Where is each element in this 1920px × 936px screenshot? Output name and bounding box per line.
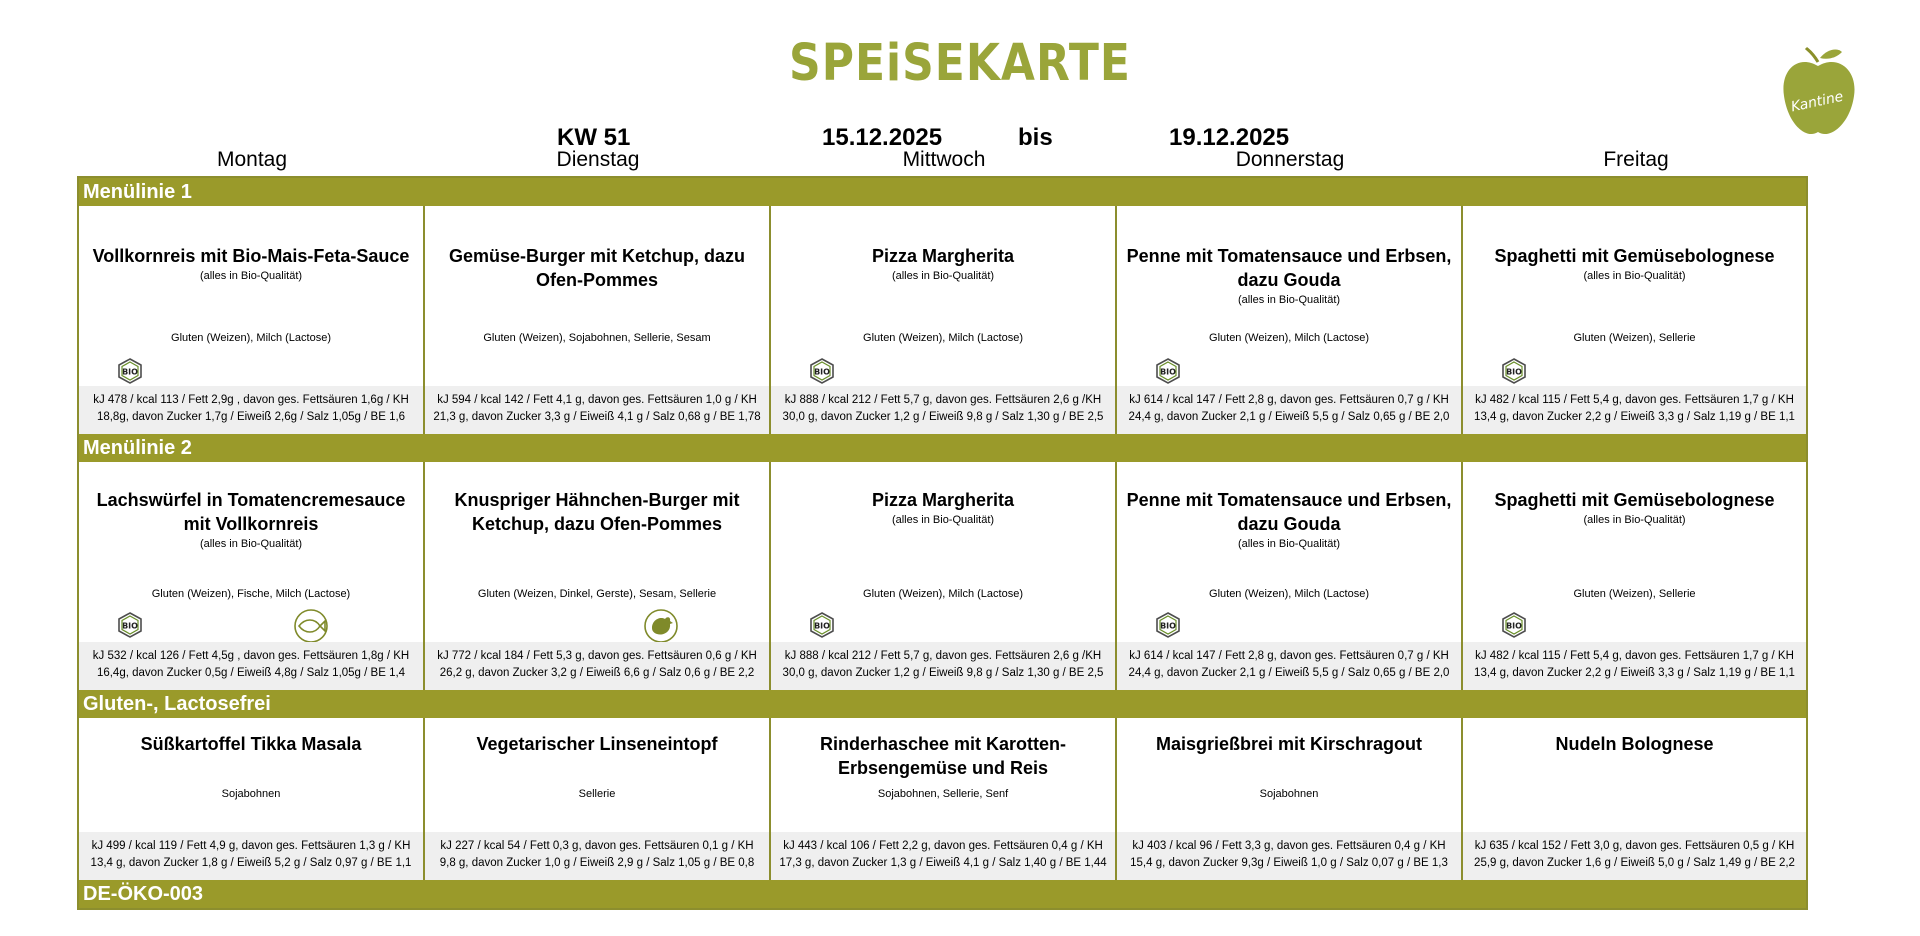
svg-text:BIO: BIO xyxy=(1160,621,1176,631)
nutrition-line: 26,2 g, davon Zucker 3,2 g / Eiweiß 6,6 g / Salz 0,6 g / BE 2,2 xyxy=(439,667,755,679)
day-header-donnerstag: Donnerstag xyxy=(1235,148,1345,171)
dish-name xyxy=(1469,244,1800,284)
nutrition-line: 16,4g, davon Zucker 0,5g / Eiweiß 4,8g / Salz 1,05g / BE 1,4 xyxy=(96,667,406,679)
nutrition-line: kJ 635 / kcal 152 / Fett 3,0 g, davon ges. Fettsäuren 0,5 g / KH xyxy=(1474,840,1795,852)
allergen-info: Gluten (Weizen), Milch (Lactose) xyxy=(1209,588,1369,600)
menu-cell xyxy=(1463,462,1806,690)
day-header-dienstag: Dienstag xyxy=(556,148,640,171)
dish-title: Maisgrießbrei mit Kirschragout xyxy=(1155,734,1423,754)
nutrition-line: kJ 443 / kcal 106 / Fett 2,2 g, davon ges. Fettsäuren 0,4 g / KH xyxy=(783,840,1103,852)
menu-cell xyxy=(79,462,425,690)
allergen-info: Sojabohnen xyxy=(1259,788,1319,800)
nutrition-line: 24,4 g, davon Zucker 2,1 g / Eiweiß 5,5 g / Salz 0,65 g / BE 2,0 xyxy=(1128,667,1450,679)
quality-note: (alles in Bio-Qualität) xyxy=(199,270,303,282)
section-label: Menülinie 1 xyxy=(79,178,1806,206)
dish-title: Knuspriger Hähnchen-Burger mit Ketchup, dazu Ofen-Pommes xyxy=(454,490,740,534)
bio-seal-icon xyxy=(1155,612,1181,643)
allergen-info: Sojabohnen xyxy=(221,788,281,800)
section-label: Gluten-, Lactosefrei xyxy=(79,690,1806,718)
dish-title: Süßkartoffel Tikka Masala xyxy=(140,734,362,754)
allergen-info: Gluten (Weizen), Sojabohnen, Sellerie, Sesam xyxy=(483,332,711,344)
day-header-montag: Montag xyxy=(216,148,288,171)
nutrition-line: kJ 888 / kcal 212 / Fett 5,7 g, davon ges. Fettsäuren 2,6 g /KH xyxy=(784,394,1102,406)
nutrition-line: 21,3 g, davon Zucker 3,3 g / Eiweiß 4,1 g / Salz 0,68 g / BE 1,78 xyxy=(433,411,761,423)
bio-seal-icon xyxy=(809,612,835,643)
menu-cell xyxy=(771,462,1117,690)
nutrition-info xyxy=(79,832,423,880)
svg-text:BIO: BIO xyxy=(122,621,138,631)
nutrition-line: kJ 227 / kcal 54 / Fett 0,3 g, davon ges. Fettsäuren 0,1 g / KH xyxy=(440,840,754,852)
nutrition-line: 13,4 g, davon Zucker 1,8 g / Eiweiß 5,2 g / Salz 0,97 g / BE 1,1 xyxy=(90,857,412,869)
menu-cell xyxy=(425,718,771,880)
menu-cell xyxy=(1117,206,1463,434)
menu-cell xyxy=(1117,462,1463,690)
allergen-info: Gluten (Weizen), Sellerie xyxy=(1573,332,1696,344)
dish-name xyxy=(431,732,763,756)
allergen-info: Gluten (Weizen, Dinkel, Gerste), Sesam, Sellerie xyxy=(477,588,717,600)
nutrition-line: kJ 403 / kcal 96 / Fett 3,3 g, davon ges. Fettsäuren 0,4 g / KH xyxy=(1132,840,1446,852)
nutrition-line: 30,0 g, davon Zucker 1,2 g / Eiweiß 9,8 g / Salz 1,30 g / BE 2,5 xyxy=(782,667,1104,679)
allergen-info: Gluten (Weizen), Milch (Lactose) xyxy=(863,332,1023,344)
dish-name xyxy=(1469,488,1800,528)
bio-seal-icon xyxy=(809,358,835,389)
svg-text:BIO: BIO xyxy=(1506,367,1522,377)
quality-note: (alles in Bio-Qualität) xyxy=(1237,538,1341,550)
nutrition-line: kJ 888 / kcal 212 / Fett 5,7 g, davon ges. Fettsäuren 2,6 g /KH xyxy=(784,650,1102,662)
nutrition-line: 17,3 g, davon Zucker 1,3 g / Eiweiß 4,1 g / Salz 1,40 g / BE 1,44 xyxy=(779,857,1107,869)
nutrition-info xyxy=(79,386,423,434)
quality-note: (alles in Bio-Qualität) xyxy=(891,270,995,282)
dish-name xyxy=(1123,732,1455,756)
apple-logo-icon xyxy=(1778,44,1858,144)
bio-seal-icon xyxy=(117,612,143,643)
quality-note: (alles in Bio-Qualität) xyxy=(1583,514,1686,526)
quality-note: (alles in Bio-Qualität) xyxy=(1237,294,1341,306)
svg-text:BIO: BIO xyxy=(122,367,138,377)
nutrition-info xyxy=(1117,642,1461,690)
nutrition-line: kJ 482 / kcal 115 / Fett 5,4 g, davon ges. Fettsäuren 1,7 g / KH xyxy=(1475,394,1794,406)
dish-title: Pizza Margherita xyxy=(871,246,1015,266)
week-number: KW 51 xyxy=(557,124,631,151)
nutrition-line: kJ 482 / kcal 115 / Fett 5,4 g, davon ges. Fettsäuren 1,7 g / KH xyxy=(1475,650,1794,662)
dish-name xyxy=(85,488,417,552)
menu-cell xyxy=(771,206,1117,434)
nutrition-info xyxy=(771,386,1115,434)
menu-cell xyxy=(1463,206,1806,434)
nutrition-line: kJ 594 / kcal 142 / Fett 4,1 g, davon ges. Fettsäuren 1,0 g / KH xyxy=(437,394,757,406)
bio-seal-icon xyxy=(1501,612,1527,643)
menu-cell xyxy=(425,462,771,690)
bio-seal-icon xyxy=(1501,358,1527,389)
nutrition-info xyxy=(425,642,769,690)
dish-title: Rinderhaschee mit Karotten-Erbsengemüse und Reis xyxy=(819,734,1067,778)
nutrition-info xyxy=(425,832,769,880)
date-to: 19.12.2025 xyxy=(1169,124,1290,151)
nutrition-line: kJ 478 / kcal 113 / Fett 2,9g , davon ges. Fettsäuren 1,6g / KH xyxy=(93,394,409,406)
allergen-info: Sellerie xyxy=(578,788,616,800)
nutrition-info xyxy=(1117,386,1461,434)
svg-text:BIO: BIO xyxy=(1160,367,1176,377)
nutrition-info xyxy=(1117,832,1461,880)
nutrition-info xyxy=(79,642,423,690)
nutrition-line: kJ 614 / kcal 147 / Fett 2,8 g, davon ges. Fettsäuren 0,7 g / KH xyxy=(1129,650,1449,662)
nutrition-line: kJ 532 / kcal 126 / Fett 4,5g , davon ges. Fettsäuren 1,8g / KH xyxy=(92,650,410,662)
logo-text: Kantine xyxy=(1789,88,1845,116)
dish-name xyxy=(777,244,1109,284)
dish-title: Spaghetti mit Gemüsebolognese xyxy=(1494,490,1775,510)
certification-code: DE-ÖKO-003 xyxy=(79,880,1806,908)
dish-name xyxy=(85,732,417,756)
menu-cell xyxy=(79,206,425,434)
nutrition-line: kJ 772 / kcal 184 / Fett 5,3 g, davon ges. Fettsäuren 0,6 g / KH xyxy=(437,650,757,662)
nutrition-info xyxy=(1463,832,1806,880)
dish-title: Pizza Margherita xyxy=(871,490,1015,510)
dish-name xyxy=(777,732,1109,780)
dish-title: Penne mit Tomatensauce und Erbsen, dazu Gouda xyxy=(1126,246,1452,290)
allergen-info: Gluten (Weizen), Fische, Milch (Lactose) xyxy=(151,588,351,600)
nutrition-info xyxy=(1463,642,1806,690)
menu-cell xyxy=(79,718,425,880)
dish-title: Penne mit Tomatensauce und Erbsen, dazu Gouda xyxy=(1126,490,1452,534)
nutrition-line: 30,0 g, davon Zucker 1,2 g / Eiweiß 9,8 g / Salz 1,30 g / BE 2,5 xyxy=(782,411,1104,423)
allergen-info: Gluten (Weizen), Milch (Lactose) xyxy=(1209,332,1369,344)
nutrition-line: 18,8g, davon Zucker 1,7g / Eiweiß 2,6g / Salz 1,05g / BE 1,6 xyxy=(96,411,406,423)
day-header-mittwoch: Mittwoch xyxy=(902,148,986,171)
nutrition-info xyxy=(771,832,1115,880)
nutrition-line: 24,4 g, davon Zucker 2,1 g / Eiweiß 5,5 g / Salz 0,65 g / BE 2,0 xyxy=(1128,411,1450,423)
bio-seal-icon xyxy=(1155,358,1181,389)
svg-text:BIO: BIO xyxy=(814,367,830,377)
nutrition-line: 13,4 g, davon Zucker 2,2 g / Eiweiß 3,3 g / Salz 1,19 g / BE 1,1 xyxy=(1474,667,1795,679)
quality-note: (alles in Bio-Qualität) xyxy=(891,514,995,526)
nutrition-line: 25,9 g, davon Zucker 1,6 g / Eiweiß 5,0 g / Salz 1,49 g / BE 2,2 xyxy=(1474,857,1795,869)
dish-title: Lachswürfel in Tomatencremesauce mit Vollkornreis xyxy=(96,490,406,534)
dish-name xyxy=(1123,488,1455,552)
section-label: Menülinie 2 xyxy=(79,434,1806,462)
menu-grid xyxy=(77,176,1808,910)
allergen-info: Gluten (Weizen), Milch (Lactose) xyxy=(171,332,331,344)
day-header-freitag: Freitag xyxy=(1603,148,1669,171)
svg-text:BIO: BIO xyxy=(814,621,830,631)
date-separator: bis xyxy=(1018,124,1053,151)
dish-name xyxy=(85,244,417,284)
menu-title: SPEiSEKARTE xyxy=(789,34,1131,93)
dish-name xyxy=(1469,732,1800,756)
nutrition-line: kJ 499 / kcal 119 / Fett 4,9 g, davon ges. Fettsäuren 1,3 g / KH xyxy=(91,840,411,852)
menu-cell xyxy=(1117,718,1463,880)
bio-seal-icon xyxy=(117,358,143,389)
menu-cell xyxy=(425,206,771,434)
menu-cell xyxy=(771,718,1117,880)
nutrition-line: 13,4 g, davon Zucker 2,2 g / Eiweiß 3,3 g / Salz 1,19 g / BE 1,1 xyxy=(1474,411,1795,423)
dish-title: Spaghetti mit Gemüsebolognese xyxy=(1494,246,1775,266)
dish-title: Gemüse-Burger mit Ketchup, dazu Ofen-Pommes xyxy=(448,246,746,290)
nutrition-line: 9,8 g, davon Zucker 1,0 g / Eiweiß 2,9 g / Salz 1,05 g / BE 0,8 xyxy=(439,857,755,869)
allergen-info: Gluten (Weizen), Sellerie xyxy=(1573,588,1696,600)
allergen-info: Sojabohnen, Sellerie, Senf xyxy=(877,788,1009,800)
dish-name xyxy=(1123,244,1455,308)
nutrition-info xyxy=(1463,386,1806,434)
nutrition-info xyxy=(425,386,769,434)
nutrition-line: kJ 614 / kcal 147 / Fett 2,8 g, davon ges. Fettsäuren 0,7 g / KH xyxy=(1129,394,1449,406)
quality-note: (alles in Bio-Qualität) xyxy=(199,538,303,550)
svg-text:BIO: BIO xyxy=(1506,621,1522,631)
dish-title: Vollkornreis mit Bio-Mais-Feta-Sauce xyxy=(92,246,410,266)
dish-title: Vegetarischer Linseneintopf xyxy=(476,734,718,754)
dish-name xyxy=(431,488,763,536)
nutrition-line: 15,4 g, davon Zucker 9,3g / Eiweiß 1,0 g / Salz 0,07 g / BE 1,3 xyxy=(1130,857,1448,869)
nutrition-info xyxy=(771,642,1115,690)
quality-note: (alles in Bio-Qualität) xyxy=(1583,270,1686,282)
date-from: 15.12.2025 xyxy=(822,124,943,151)
dish-name xyxy=(431,244,763,292)
menu-cell xyxy=(1463,718,1806,880)
dish-name xyxy=(777,488,1109,528)
dish-title: Nudeln Bolognese xyxy=(1555,734,1714,754)
allergen-info: Gluten (Weizen), Milch (Lactose) xyxy=(863,588,1023,600)
